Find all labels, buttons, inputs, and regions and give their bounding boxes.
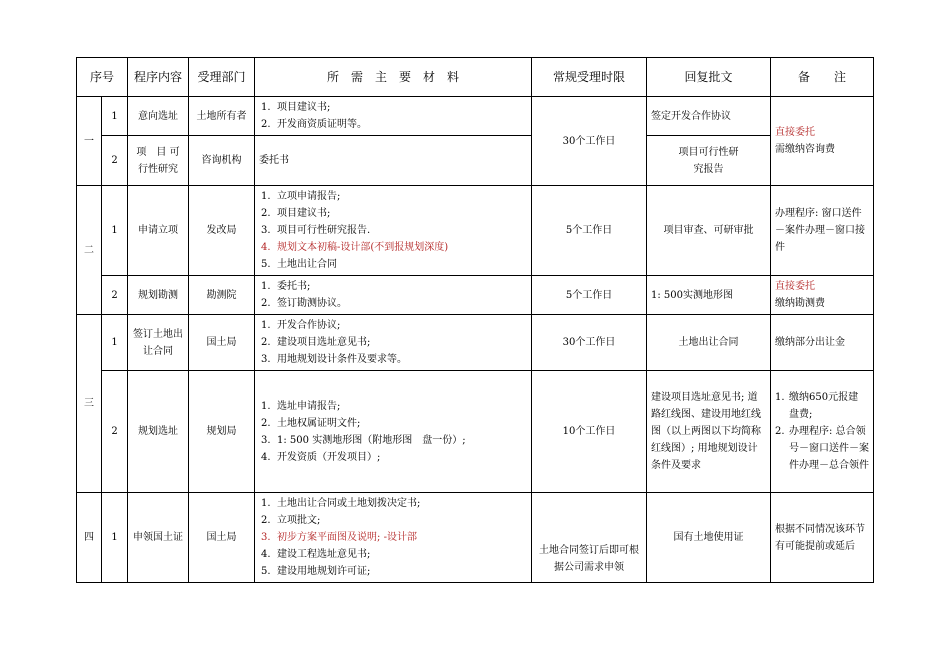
group-number: 二 [77,186,102,315]
materials-cell: 委托书 [255,136,532,186]
note-item: 缴纳650元报建 盘费; [789,392,869,420]
materials-cell [255,186,532,276]
time-cell: 10个工作日 [532,371,647,493]
material-item: 土地出让合同 [277,259,338,270]
step-content: 申请立项 [128,186,189,276]
sub-number: 1 [102,97,128,136]
table-row [77,315,874,371]
notes-cell [771,97,874,186]
material-item: 建设用地规划许可证; [277,566,371,577]
reply-cell: 建设项目选址意见书; 道路红线图、建设用地红线图（以上两图以下均简称红线图）; 用地规划设计条件及要求 [647,371,771,493]
header-dept: 受理部门 [189,58,255,97]
step-content: 签订土地出让合同 [128,315,189,371]
material-item: 规划文本初稿-设计部(不到报规划深度) [277,242,449,253]
materials-cell [255,371,532,493]
notes-cell: 缴纳部分出让金 [771,315,874,371]
material-item: 建设项目选址意见书; [277,337,371,348]
materials-cell [255,97,532,136]
reply-cell: 项目审查、可研审批 [647,186,771,276]
header-content: 程序内容 [128,58,189,97]
group-number: 四 [77,493,102,583]
reply-cell: 项目可行性研究报告 [647,136,771,186]
note-red: 直接委托 [775,281,816,292]
dept-cell: 规划局 [189,371,255,493]
sub-number: 1 [102,186,128,276]
materials-cell [255,276,532,315]
step-content: 意向选址 [128,97,189,136]
notes-cell [771,276,874,315]
material-item: 立项申请报告; [277,191,341,202]
reply-cell: 1: 500实测地形图 [647,276,771,315]
material-item: 土地权属证明文件; [277,417,361,429]
step-content: 规划勘测 [128,276,189,315]
header-reply: 回复批文 [647,58,771,97]
reply-cell: 土地出让合同 [647,315,771,371]
header-seq: 序号 [77,58,128,97]
dept-cell: 勘测院 [189,276,255,315]
sub-number: 1 [102,315,128,371]
sub-number: 2 [102,136,128,186]
reply-cell: 国有土地使用证 [647,493,771,583]
reply-cell: 签定开发合作协议 [647,97,771,136]
time-cell: 土地合同签订后即可根据公司需求申领 [532,493,647,583]
note-red: 直接委托 [775,127,816,138]
dept-cell: 发改局 [189,186,255,276]
note-text: 需缴纳咨询费 [775,144,836,155]
material-item: 1: 500 实测地形图（附地形图 盘一份）; [277,434,466,446]
sub-number: 2 [102,371,128,493]
material-item: 项目建议书; [277,208,331,219]
material-item: 立项批文; [277,515,321,526]
material-item: 开发资质（开发项目）; [277,451,381,463]
dept-cell: 国土局 [189,315,255,371]
group-number: 一 [77,97,102,186]
dept-cell: 土地所有者 [189,97,255,136]
materials-cell [255,315,532,371]
material-item: 初步方案平面图及说明; -设计部 [277,532,417,543]
note-text: 缴纳勘测费 [775,298,826,309]
sub-number: 1 [102,493,128,583]
material-item: 用地规划设计条件及要求等。 [277,354,408,365]
header-notes: 备 注 [771,58,874,97]
group-number: 三 [77,315,102,493]
header-materials: 所 需 主 要 材 料 [255,58,532,97]
time-cell: 30个工作日 [532,97,647,186]
notes-cell: 根据不同情况该环节有可能提前或延后 [771,493,874,583]
step-content: 申领国土证 [128,493,189,583]
step-content: 规划选址 [128,371,189,493]
time-cell: 5个工作日 [532,186,647,276]
dept-cell: 咨询机构 [189,136,255,186]
table-row [77,493,874,583]
material-item: 委托书; [277,281,311,292]
header-row [77,58,874,97]
note-item: 办理程序: 总合领号－窗口送件－案件办理－总合领件 [789,426,870,471]
notes-cell [771,371,874,493]
time-cell: 30个工作日 [532,315,647,371]
step-content: 项 目 可行性研究 [128,136,189,186]
material-item: 建设工程选址意见书; [277,549,371,560]
material-item: 项目建议书; [277,102,331,113]
procedure-table [76,57,874,583]
material-item: 土地出让合同或土地划拨决定书; [277,498,421,509]
table-row [77,276,874,315]
material-item: 开发商资质证明等。 [277,119,368,130]
table-row [77,97,874,136]
table-row [77,136,874,186]
time-cell: 5个工作日 [532,276,647,315]
notes-cell: 办理程序: 窗口送件－案件办理－窗口接件 [771,186,874,276]
dept-cell: 国土局 [189,493,255,583]
material-item: 项目可行性研究报告. [277,225,371,236]
header-time: 常规受理时限 [532,58,647,97]
material-item: 选址申请报告; [277,400,341,412]
sub-number: 2 [102,276,128,315]
material-item: 签订勘测协议。 [277,298,348,309]
materials-cell [255,493,532,583]
table-row [77,371,874,493]
material-item: 开发合作协议; [277,320,341,331]
table-row [77,186,874,276]
